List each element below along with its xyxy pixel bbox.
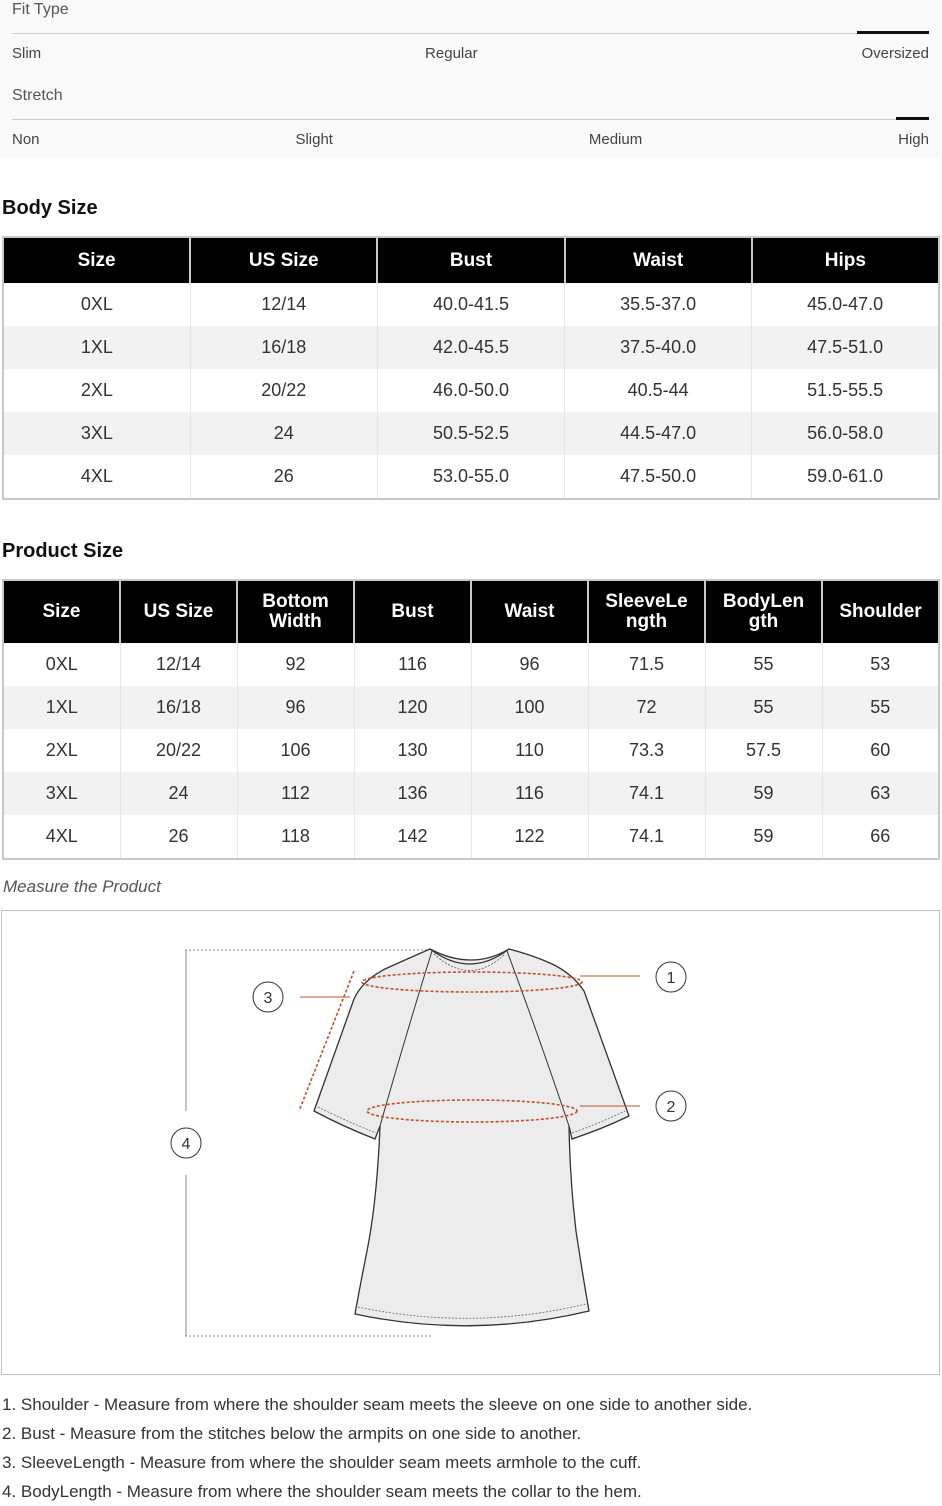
column-header: Hips: [752, 237, 939, 283]
measure-caption: Measure the Product: [3, 877, 161, 896]
table-cell: 56.0-58.0: [752, 412, 939, 455]
table-cell: 1XL: [3, 326, 190, 369]
column-header: Bust: [354, 580, 471, 643]
table-row: [3, 686, 939, 729]
product-size-table: [2, 579, 940, 860]
table-cell: 142: [354, 815, 471, 859]
column-header: Size: [3, 237, 190, 283]
table-cell: 0XL: [3, 283, 190, 326]
table-cell: 110: [471, 729, 588, 772]
table-cell: 57.5: [705, 729, 822, 772]
fit-type-label-slim: Slim: [12, 45, 42, 62]
measurement-diagram: [1, 910, 940, 1375]
table-row: [3, 283, 939, 326]
table-row: [3, 772, 939, 815]
stretch-label-medium: Medium: [588, 131, 643, 148]
table-cell: 20/22: [190, 369, 377, 412]
table-cell: 120: [354, 686, 471, 729]
table-cell: 116: [471, 772, 588, 815]
table-header-row: [3, 237, 939, 283]
table-cell: 4XL: [3, 455, 190, 499]
marker-3-label: 3: [263, 990, 273, 1007]
table-cell: 12/14: [190, 283, 377, 326]
table-cell: 42.0-45.5: [377, 326, 564, 369]
table-header-row: [3, 580, 939, 643]
table-row: [3, 412, 939, 455]
table-cell: 92: [237, 643, 354, 686]
note-shoulder: 1. Shoulder - Measure from where the shoulder seam meets the sleeve on one side to another side.: [2, 1395, 753, 1414]
table-cell: 4XL: [3, 815, 120, 859]
table-cell: 47.5-51.0: [752, 326, 939, 369]
table-cell: 96: [471, 643, 588, 686]
table-cell: 40.0-41.5: [377, 283, 564, 326]
table-cell: 26: [120, 815, 237, 859]
table-cell: 118: [237, 815, 354, 859]
product-size-title: Product Size: [2, 540, 124, 562]
body-size-table: [2, 236, 940, 500]
garment-illustration: [2, 911, 939, 1374]
table-cell: 24: [190, 412, 377, 455]
table-cell: 2XL: [3, 729, 120, 772]
table-cell: 71.5: [588, 643, 705, 686]
table-cell: 74.1: [588, 815, 705, 859]
table-cell: 74.1: [588, 772, 705, 815]
stretch-labels: [12, 131, 929, 148]
table-cell: 55: [822, 686, 939, 729]
table-cell: 96: [237, 686, 354, 729]
table-cell: 26: [190, 455, 377, 499]
column-header: US Size: [190, 237, 377, 283]
table-cell: 2XL: [3, 369, 190, 412]
marker-1-label: 1: [666, 970, 676, 987]
table-row: [3, 369, 939, 412]
fit-type-label-regular: Regular: [425, 45, 478, 62]
table-row: [3, 643, 939, 686]
table-row: [3, 815, 939, 859]
table-cell: 3XL: [3, 772, 120, 815]
table-cell: 35.5-37.0: [565, 283, 752, 326]
table-cell: 51.5-55.5: [752, 369, 939, 412]
table-cell: 136: [354, 772, 471, 815]
table-cell: 60: [822, 729, 939, 772]
table-cell: 46.0-50.0: [377, 369, 564, 412]
table-cell: 100: [471, 686, 588, 729]
column-header: US Size: [120, 580, 237, 643]
table-cell: 24: [120, 772, 237, 815]
table-cell: 73.3: [588, 729, 705, 772]
body-size-title: Body Size: [2, 197, 98, 219]
table-cell: 16/18: [120, 686, 237, 729]
table-cell: 16/18: [190, 326, 377, 369]
column-header: Shoulder: [822, 580, 939, 643]
table-cell: 59.0-61.0: [752, 455, 939, 499]
table-cell: 53: [822, 643, 939, 686]
table-cell: 47.5-50.0: [565, 455, 752, 499]
table-cell: 0XL: [3, 643, 120, 686]
fit-type-labels: [12, 45, 929, 62]
table-cell: 72: [588, 686, 705, 729]
fit-type-selected-marker: [857, 31, 929, 34]
table-cell: 55: [705, 643, 822, 686]
table-row: [3, 326, 939, 369]
table-cell: 116: [354, 643, 471, 686]
table-cell: 50.5-52.5: [377, 412, 564, 455]
table-cell: 3XL: [3, 412, 190, 455]
table-cell: 122: [471, 815, 588, 859]
table-row: [3, 729, 939, 772]
column-header: Bust: [377, 237, 564, 283]
column-header: BodyLen gth: [705, 580, 822, 643]
stretch-selected-marker: [896, 117, 929, 120]
table-cell: 12/14: [120, 643, 237, 686]
note-bust: 2. Bust - Measure from the stitches below the armpits on one side to another.: [2, 1424, 582, 1443]
marker-4-label: 4: [181, 1136, 191, 1153]
table-cell: 44.5-47.0: [565, 412, 752, 455]
table-cell: 112: [237, 772, 354, 815]
table-cell: 37.5-40.0: [565, 326, 752, 369]
column-header: Size: [3, 580, 120, 643]
fit-type-label-oversized: Oversized: [861, 45, 929, 62]
column-header: SleeveLe ngth: [588, 580, 705, 643]
stretch-label-slight: Slight: [295, 131, 333, 148]
table-cell: 59: [705, 772, 822, 815]
note-body-length: 4. BodyLength - Measure from where the shoulder seam meets the collar to the hem.: [2, 1482, 642, 1501]
fit-type-title: Fit Type: [12, 1, 69, 18]
table-cell: 63: [822, 772, 939, 815]
table-cell: 53.0-55.0: [377, 455, 564, 499]
table-cell: 106: [237, 729, 354, 772]
column-header: Waist: [565, 237, 752, 283]
table-cell: 130: [354, 729, 471, 772]
table-cell: 1XL: [3, 686, 120, 729]
stretch-label-non: Non: [12, 131, 40, 148]
column-header: Waist: [471, 580, 588, 643]
column-header: Bottom Width: [237, 580, 354, 643]
marker-2-label: 2: [666, 1099, 676, 1116]
table-cell: 59: [705, 815, 822, 859]
tshirt-body: [314, 949, 629, 1326]
table-cell: 66: [822, 815, 939, 859]
table-cell: 20/22: [120, 729, 237, 772]
table-cell: 45.0-47.0: [752, 283, 939, 326]
table-row: [3, 455, 939, 499]
fit-stretch-panel: [0, 0, 940, 158]
fit-type-track: [12, 33, 929, 34]
note-sleeve-length: 3. SleeveLength - Measure from where the shoulder seam meets armhole to the cuff.: [2, 1453, 642, 1472]
stretch-title: Stretch: [12, 87, 63, 104]
measurement-notes: [2, 1390, 938, 1506]
table-cell: 55: [705, 686, 822, 729]
stretch-track: [12, 119, 929, 120]
stretch-label-high: High: [898, 131, 929, 148]
table-cell: 40.5-44: [565, 369, 752, 412]
